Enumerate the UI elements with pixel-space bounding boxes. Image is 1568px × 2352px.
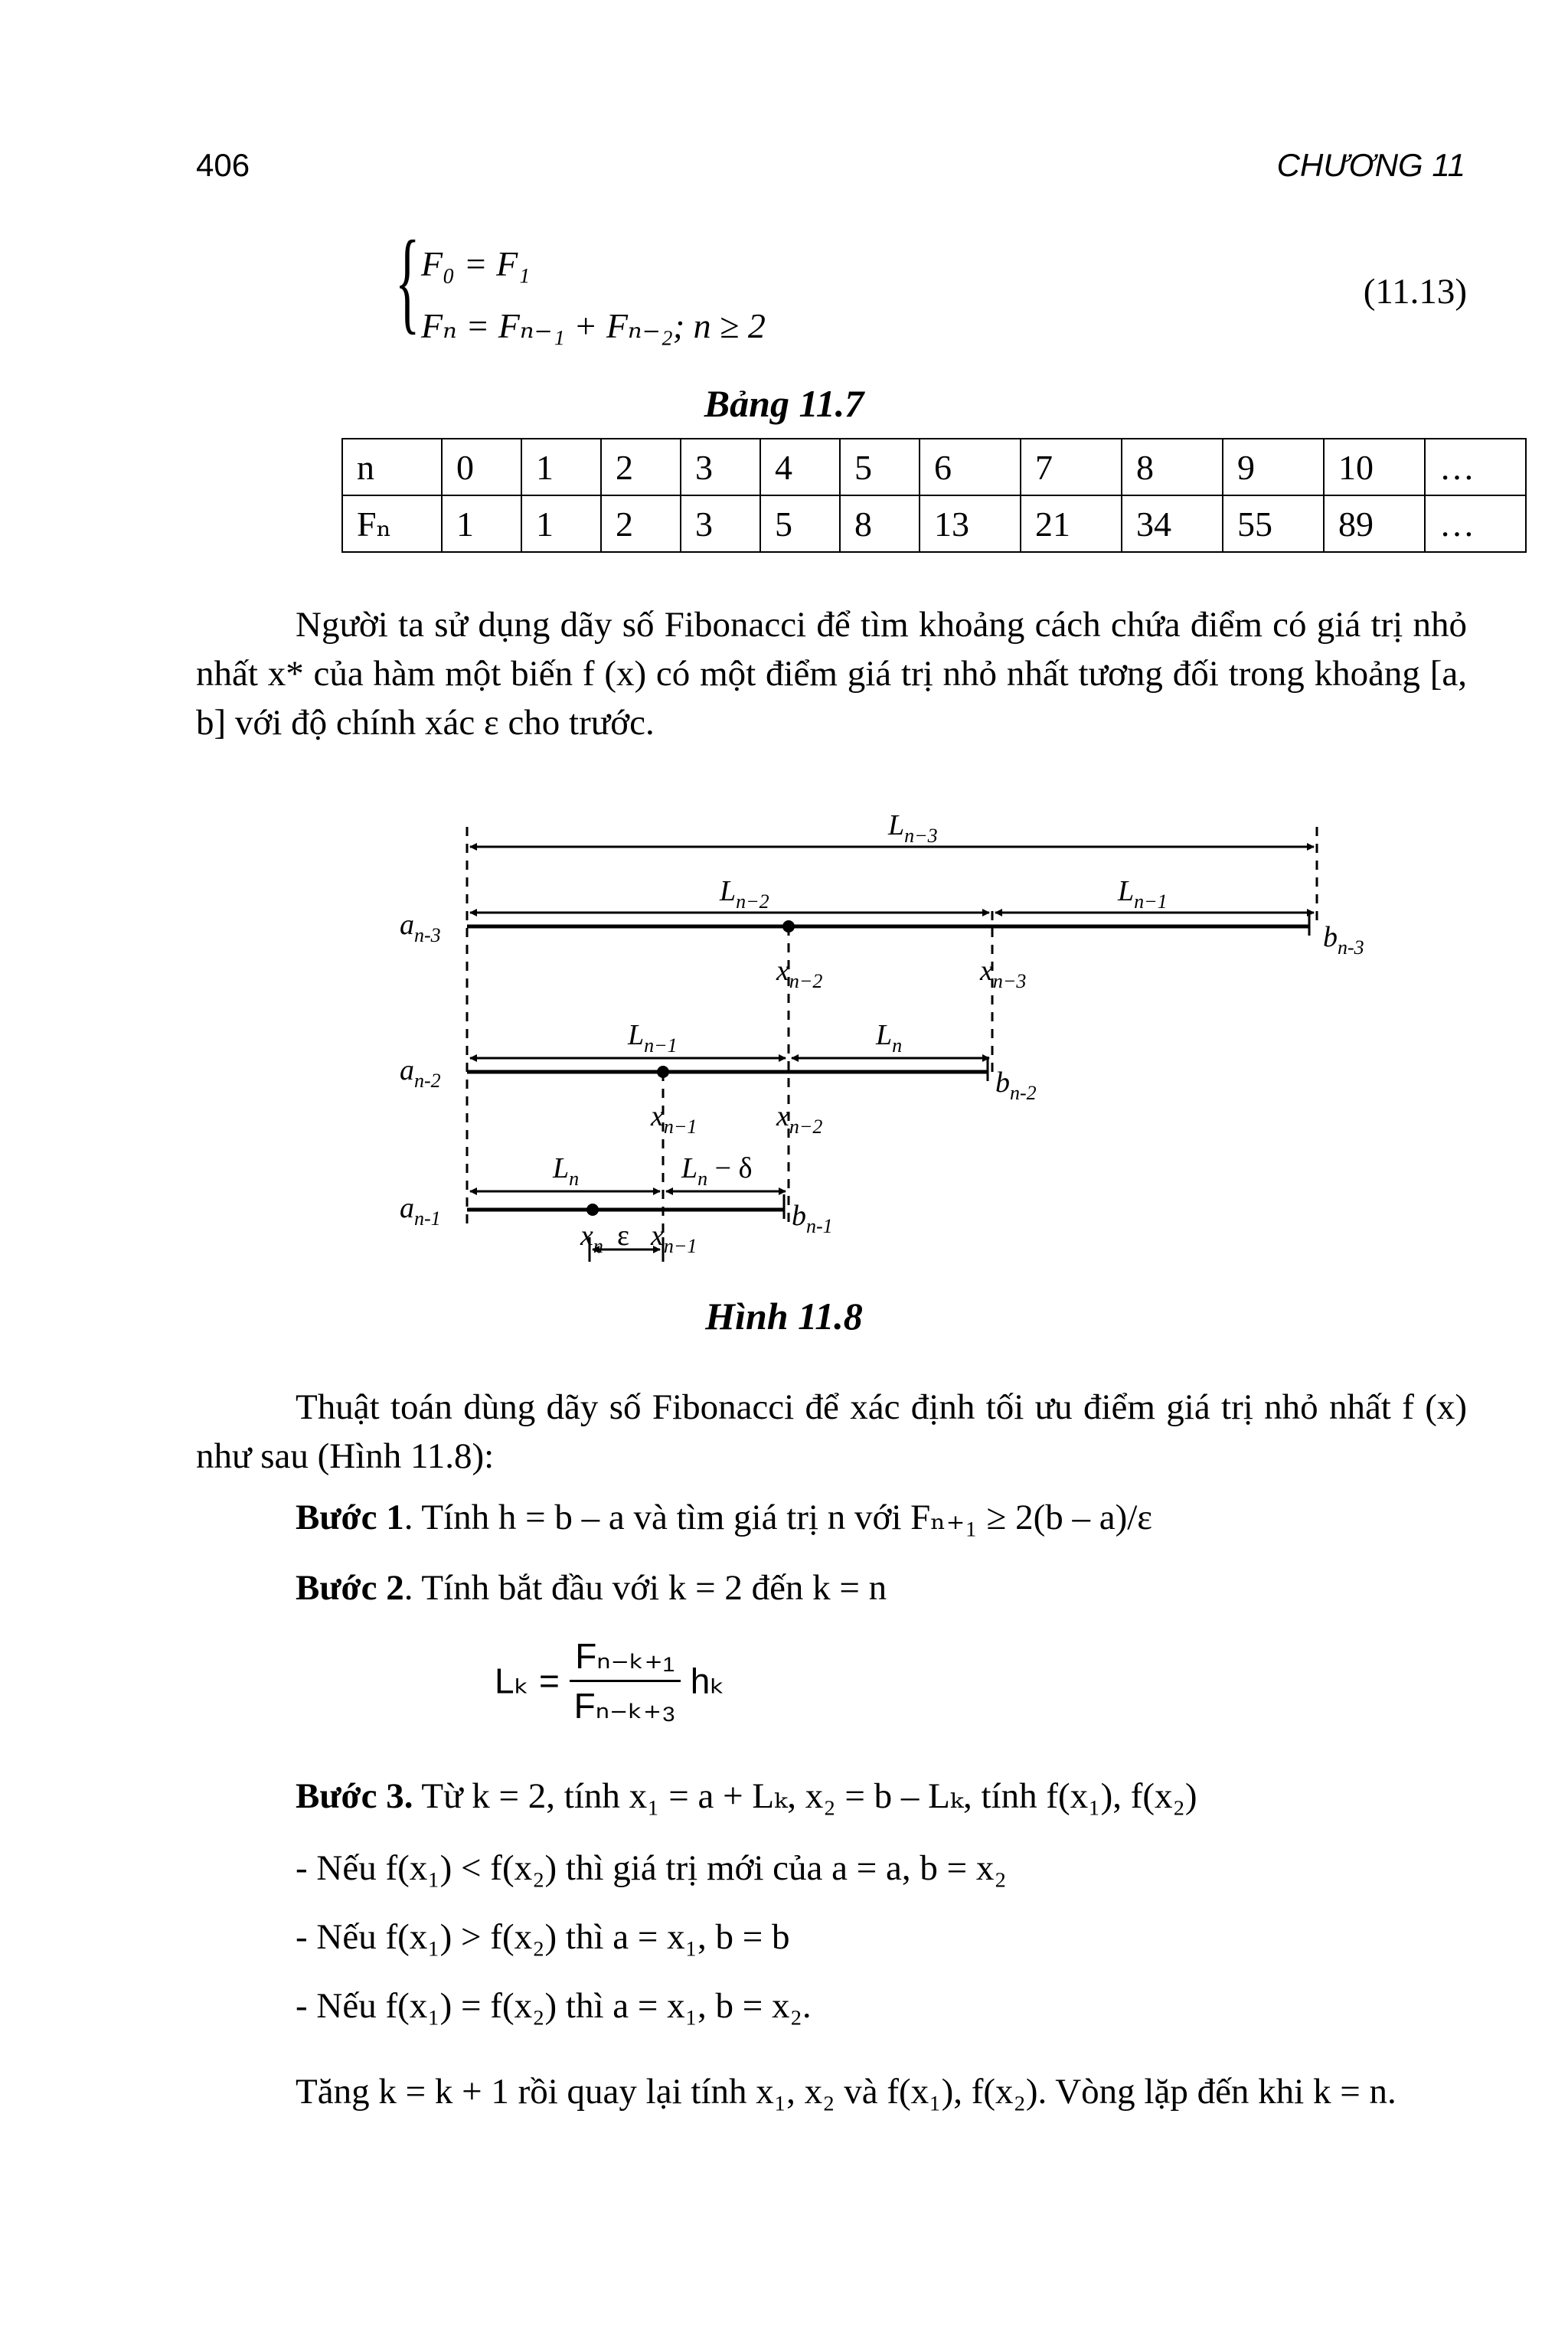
point-x-n xyxy=(586,1204,599,1216)
label-a-n2: $a_{n-2}$ xyxy=(400,1054,441,1092)
table-cell: 10 xyxy=(1324,439,1425,495)
table-row xyxy=(342,495,1526,552)
point-x-n1-mid xyxy=(657,1066,669,1078)
step-2 xyxy=(296,1565,887,1611)
equation-11-13 xyxy=(395,217,1467,360)
table-cell: 5 xyxy=(840,439,920,495)
table-row-label: n xyxy=(342,439,442,495)
step-2-text: . Tính bắt đầu với k = 2 đến k = n xyxy=(403,1568,887,1608)
label-L-n1-mid: $L_{n-1}$ xyxy=(628,1019,678,1057)
table-cell: 1 xyxy=(521,439,601,495)
label-b-n1: $b_{n-1}$ xyxy=(792,1200,833,1237)
table-cell: 2 xyxy=(601,495,681,552)
bullet-3: - Nếu f(x₁) = f(x₂) thì a = x₁, b = x₂. xyxy=(296,1986,812,2026)
step-3-text: Từ k = 2, tính x₁ = a + Lₖ, x₂ = b – Lₖ, tính f(x₁), f(x₂) xyxy=(413,1776,1197,1816)
table-cell: 1 xyxy=(442,495,521,552)
step-3 xyxy=(296,1773,1197,1819)
table-cell: 55 xyxy=(1223,495,1324,552)
page-number: 406 xyxy=(196,147,250,183)
equation-line-2: Fₙ = Fₙ₋₁ + Fₙ₋₂; n ≥ 2 xyxy=(421,306,766,345)
table-cell: 21 xyxy=(1021,495,1122,552)
loop-paragraph: Tăng k = k + 1 rồi quay lại tính x₁, x₂ và f(x₁), f(x₂). Vòng lặp đến khi k = n. xyxy=(296,2072,1396,2112)
chapter-title: CHƯƠNG 11 xyxy=(1276,147,1465,183)
formula-lhs: Lₖ = xyxy=(495,1661,560,1701)
table-cell: 9 xyxy=(1223,439,1324,495)
bullet-1: - Nếu f(x₁) < f(x₂) thì giá trị mới của a = a, b = x₂ xyxy=(296,1848,1007,1888)
table-cell: 89 xyxy=(1324,495,1425,552)
table-cell: 7 xyxy=(1021,439,1122,495)
bullet-2: - Nếu f(x₁) > f(x₂) thì a = x₁, b = b xyxy=(296,1917,790,1957)
equation-number: (11.13) xyxy=(1363,272,1467,312)
label-L-n1-top: $L_{n-1}$ xyxy=(1118,875,1168,913)
algorithm-intro: Thuật toán dùng dãy số Fibonacci để xác định tối ưu điểm giá trị nhỏ nhất f (x) như sau (Hình 11.8): xyxy=(196,1387,1467,1476)
label-x-n1-bot: $x_{n-1}$ xyxy=(651,1220,697,1257)
label-L-n2: $L_{n-2}$ xyxy=(720,875,769,913)
step-3-label: Bước 3. xyxy=(296,1776,413,1816)
label-epsilon: ε xyxy=(617,1220,629,1252)
table-cell: 13 xyxy=(920,495,1021,552)
table-cell: 6 xyxy=(920,439,1021,495)
step-2-label: Bước 2 xyxy=(296,1568,404,1608)
table-caption: Bảng 11.7 xyxy=(704,382,864,425)
equation-line-1: F₀ = F₁ xyxy=(421,244,531,283)
label-L-n3: $L_{n-3}$ xyxy=(888,812,938,847)
fibonacci-interval-diagram xyxy=(383,812,1409,1286)
label-x-n: $x_n$ xyxy=(580,1220,603,1257)
label-b-n3: $b_{n-3}$ xyxy=(1323,921,1364,959)
table-cell: 3 xyxy=(681,439,760,495)
formula-fraction xyxy=(570,1635,681,1726)
label-L-n-bot: $L_n$ xyxy=(553,1152,580,1190)
label-x-n1-mid: $x_{n-1}$ xyxy=(651,1100,697,1138)
table-cell: 34 xyxy=(1122,495,1223,552)
label-x-n3: $x_{n-3}$ xyxy=(980,955,1027,992)
label-b-n2: $b_{n-2}$ xyxy=(995,1067,1037,1104)
table-cell: 3 xyxy=(681,495,760,552)
label-x-n2-mid: $x_{n-2}$ xyxy=(776,1100,823,1138)
label-a-n1: $a_{n-1}$ xyxy=(400,1192,441,1230)
table-cell: 8 xyxy=(840,495,920,552)
fibonacci-table xyxy=(341,438,1527,553)
table-cell: … xyxy=(1425,495,1526,552)
table-cell: 2 xyxy=(601,439,681,495)
label-L-n-delta: $L_n - \delta$ xyxy=(681,1152,753,1190)
step-1 xyxy=(296,1494,1152,1540)
table-row-label: Fₙ xyxy=(342,495,442,552)
label-x-n2-top: $x_{n-2}$ xyxy=(776,955,823,992)
table-cell: 4 xyxy=(760,439,840,495)
table-cell: 5 xyxy=(760,495,840,552)
formula-denominator: Fₙ₋ₖ₊₃ xyxy=(573,1686,676,1726)
formula-Lk xyxy=(495,1635,725,1726)
step-1-text: . Tính h = b – a và tìm giá trị n với Fₙ₊₁ ≥ 2(b – a)/ε xyxy=(403,1498,1153,1537)
table-cell: 8 xyxy=(1122,439,1223,495)
formula-numerator: Fₙ₋ₖ₊₁ xyxy=(570,1635,681,1682)
point-x-n2-top xyxy=(782,920,795,933)
label-a-n3: $a_{n-3}$ xyxy=(400,909,441,946)
figure-caption: Hình 11.8 xyxy=(705,1295,863,1338)
equation-brace: { xyxy=(395,217,420,345)
label-L-n-mid: $L_n$ xyxy=(876,1019,903,1057)
table-cell: … xyxy=(1425,439,1526,495)
formula-tail: hₖ xyxy=(690,1661,725,1701)
table-cell: 1 xyxy=(521,495,601,552)
table-row xyxy=(342,439,1526,495)
table-cell: 0 xyxy=(442,439,521,495)
step-1-label: Bước 1 xyxy=(296,1498,404,1537)
intro-paragraph: Người ta sử dụng dãy số Fibonacci để tìm khoảng cách chứa điểm có giá trị nhỏ nhất x* của hàm một biến f (x) có một điểm giá trị nhỏ nhất tương đối trong khoảng [a, b] với độ chính xác ε cho trước. xyxy=(196,605,1467,743)
